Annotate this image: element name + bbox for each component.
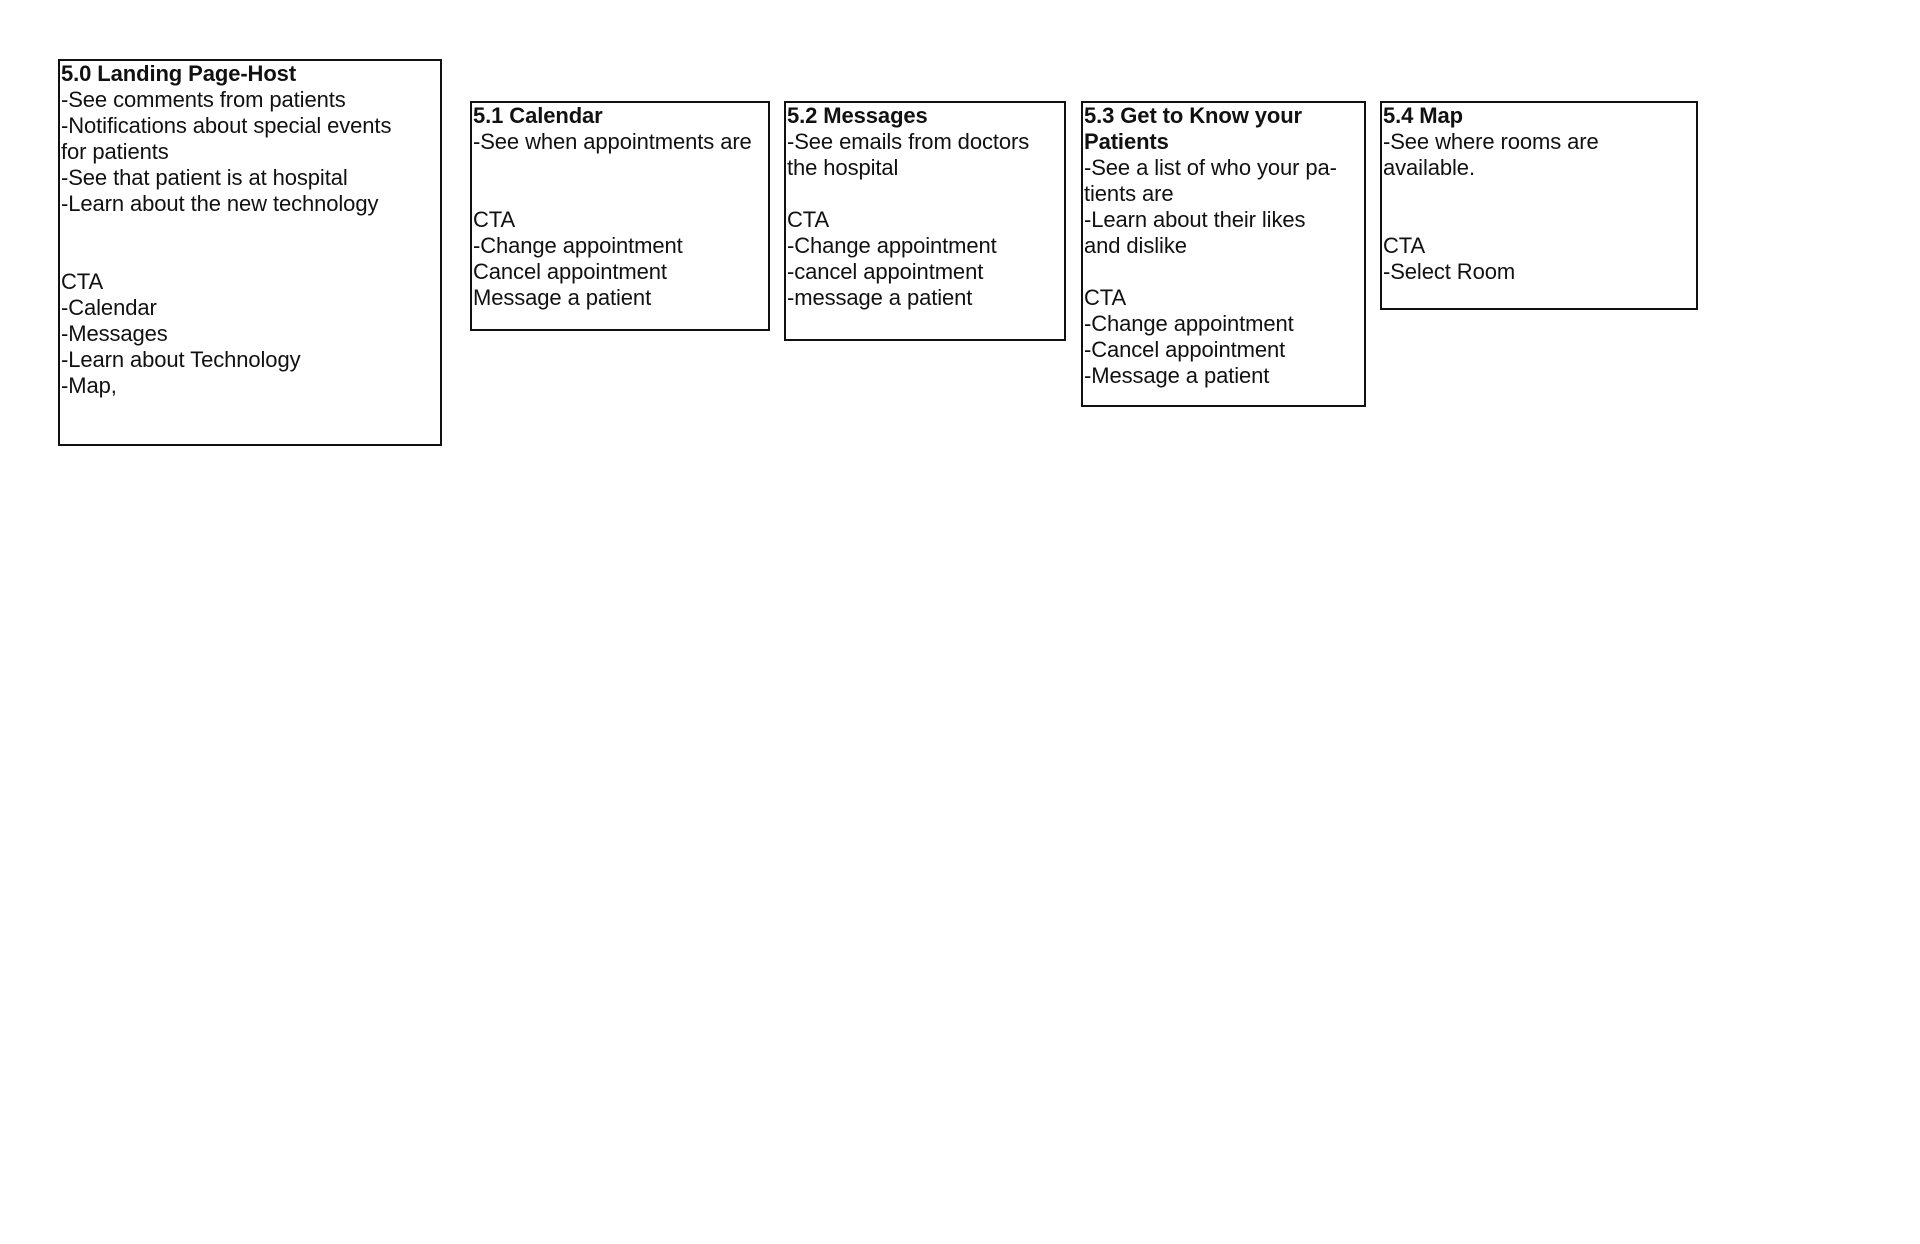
cta-label: CTA [1383, 233, 1426, 258]
card-line: -See emails from doctors [787, 129, 1030, 154]
card-map [1380, 101, 1698, 310]
cta-item: -Calendar [61, 295, 157, 320]
cta-item: -Learn about Technology [61, 347, 301, 372]
cta-item: -Message a patient [1084, 363, 1270, 388]
cta-item: -Messages [61, 321, 168, 346]
card-title: 5.3 Get to Know your Patients [1084, 103, 1303, 154]
card-line: -Notifications about special events [61, 113, 392, 138]
card-line: for patients [61, 139, 169, 164]
card-line: -Learn about their likes [1084, 207, 1306, 232]
card-title: 5.1 Calendar [473, 103, 603, 128]
card-title: 5.2 Messages [787, 103, 928, 128]
cta-item: -Map, [61, 373, 117, 398]
cta-item: -message a patient [787, 285, 973, 310]
card-line: -See that patient is at hospital [61, 165, 348, 190]
cta-item: -cancel appointment [787, 259, 984, 284]
card-line: -See where rooms are [1383, 129, 1599, 154]
cta-label: CTA [473, 207, 516, 232]
card-landing-page-host [58, 59, 442, 446]
cta-label: CTA [61, 269, 104, 294]
card-line: -See comments from patients [61, 87, 346, 112]
card-title: 5.4 Map [1383, 103, 1463, 128]
card-line: -See a list of who your pa- [1084, 155, 1337, 180]
card-line: tients are [1084, 181, 1174, 206]
cta-label: CTA [787, 207, 830, 232]
card-get-to-know-patients [1081, 101, 1366, 407]
card-messages [784, 101, 1066, 341]
cta-item: -Change appointment [787, 233, 997, 258]
card-line: -Learn about the new technology [61, 191, 379, 216]
card-line: and dislike [1084, 233, 1187, 258]
cta-item: Cancel appointment [473, 259, 667, 284]
card-line: available. [1383, 155, 1475, 180]
cta-item: -Select Room [1383, 259, 1516, 284]
cta-item: -Change appointment [473, 233, 683, 258]
cta-item: -Cancel appointment [1084, 337, 1286, 362]
card-title: 5.0 Landing Page-Host [61, 61, 297, 86]
card-calendar [470, 101, 770, 331]
cta-item: Message a patient [473, 285, 652, 310]
cta-item: -Change appointment [1084, 311, 1294, 336]
card-line: -See when appointments are [473, 129, 752, 154]
cta-label: CTA [1084, 285, 1127, 310]
card-line: the hospital [787, 155, 899, 180]
